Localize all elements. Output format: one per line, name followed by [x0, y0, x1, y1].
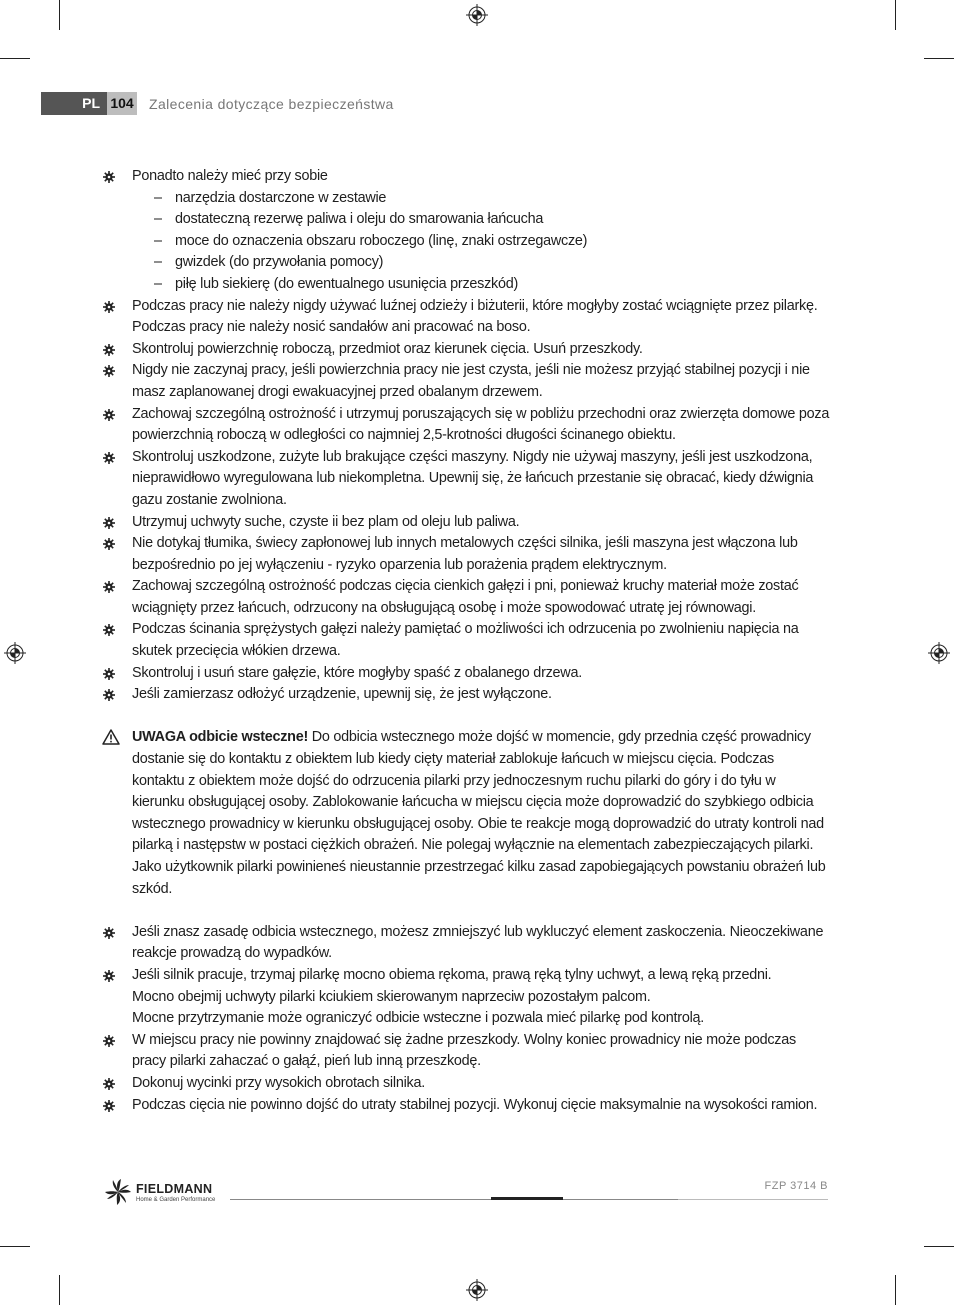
- spacer: [100, 900, 830, 922]
- list-item-text: Jeśli zamierzasz odłożyć urządzenie, upewnij się, że jest wyłączone.: [132, 686, 552, 703]
- gear-bullet-icon: [103, 624, 115, 636]
- sub-list-item: [100, 188, 830, 210]
- footer-divider-light: [678, 1199, 828, 1200]
- list-item: [100, 1095, 830, 1117]
- list-item-text: Ponadto należy mieć przy sobie: [132, 168, 328, 184]
- list-item: [100, 296, 830, 339]
- warning-triangle-icon: [102, 729, 120, 745]
- brand-name: FIELDMANN: [136, 1182, 213, 1196]
- crop-mark: [0, 1246, 30, 1247]
- list-item: [100, 404, 830, 447]
- crop-mark: [59, 1275, 60, 1305]
- dash-icon: –: [154, 189, 162, 206]
- gear-bullet-icon: [103, 1100, 115, 1112]
- registration-mark-icon: [928, 642, 950, 664]
- warning-text: Do odbicia wstecznego może dojść w momencie, gdy przednia część prowadnicy dostanie się do kontaktu z obiektem lub kiedy cięty materiał zablokuje łańcuch w miejscu cięcia. Podczas kontaktu z obiektem może dojść do odrzucenia pilarki przy jednoczesnym ruchu pilarki do góry i do tyłu w kierunku obsługującej osoby. Zablokowanie łańcucha w miejscu cięcia może doprowadzić do szybkiego odbicia wstecznego prowadnicy w kierunku obsługującej osoby. Obie te reakcje mogą doprowadzić do utraty kontroli nad pilarką i następstw w postaci ciężkich obrażeń. Nie polegaj wyłącznie na elementach zabezpieczających pilarki. Jako użytkownik pilarki powinieneś nieustannie przestrzegać kilku zasad zapobiegających powstaniu obrażeń lub szkód.: [132, 729, 826, 897]
- dash-icon: –: [154, 211, 162, 228]
- gear-bullet-icon: [103, 1035, 115, 1047]
- list-item-text: Jeśli znasz zasadę odbicia wstecznego, możesz zmniejszyć lub wykluczyć element zaskoczenia. Nieoczekiwane reakcje prowadzą do wypadków.: [132, 923, 824, 962]
- list-item-text: Skontroluj uszkodzone, zużyte lub brakujące części maszyny. Nigdy nie używaj maszyny, jeśli jest uszkodzona, nieprawidłowo wyregulowana lub niekompletna. Upewnij się, że łańcuch przestanie się obracać, kiedy dźwignia gazu zostanie zwolniona.: [132, 448, 814, 508]
- warning-title: UWAGA odbicie wsteczne!: [132, 729, 309, 746]
- list-item-text: Podczas cięcia nie powinno dojść do utraty stabilnej pozycji. Wykonuj cięcie maksymalnie na wysokości ramion.: [132, 1096, 818, 1113]
- list-item: [100, 619, 830, 662]
- list-item: [100, 922, 830, 965]
- list-item-text: Nie dotykaj tłumika, świecy zapłonowej lub innych metalowych części silnika, jeśli maszyna jest włączona lub bezpośrednio po jej wyłączeniu - ryzyko oparzenia lub porażenia prądem elektrycznym.: [132, 535, 798, 573]
- registration-mark-icon: [466, 4, 488, 26]
- list-item: [100, 1073, 830, 1095]
- sub-list-item-text: dostateczną rezerwę paliwa i oleju do smarowania łańcucha: [175, 211, 544, 228]
- sub-list-item-text: moce do oznaczenia obszaru roboczego (linę, znaki ostrzegawcze): [175, 232, 588, 249]
- sub-list-item: [100, 209, 830, 231]
- crop-mark: [924, 58, 954, 59]
- warning-block: [100, 727, 830, 900]
- list-item: [100, 447, 830, 512]
- page-content: [100, 166, 830, 1116]
- gear-bullet-icon: [103, 668, 115, 680]
- crop-mark: [924, 1246, 954, 1247]
- page-number: 104: [107, 92, 137, 115]
- list-item-text: Utrzymuj uchwyty suche, czyste ii bez plam od oleju lub paliwa.: [132, 513, 520, 530]
- model-code: FZP 3714 B: [764, 1180, 828, 1192]
- spacer: [100, 706, 830, 728]
- list-item: [100, 1030, 830, 1073]
- gear-bullet-icon: [103, 581, 115, 593]
- gear-bullet-icon: [103, 171, 115, 183]
- list-item: [100, 533, 830, 576]
- gear-bullet-icon: [103, 1078, 115, 1090]
- gear-bullet-icon: [103, 517, 115, 529]
- list-item: [100, 166, 830, 188]
- crop-mark: [895, 0, 896, 30]
- list-item-text: Skontroluj powierzchnię roboczą, przedmiot oraz kierunek cięcia. Usuń przeszkody.: [132, 340, 643, 357]
- gear-bullet-icon: [103, 970, 115, 982]
- list-item: [100, 339, 830, 361]
- list-item-text: Skontroluj i usuń stare gałęzie, które mogłyby spaść z obalanego drzewa.: [132, 664, 582, 681]
- sub-list-item: [100, 252, 830, 274]
- list-item: [100, 512, 830, 534]
- gear-bullet-icon: [103, 689, 115, 701]
- dash-icon: –: [154, 232, 162, 249]
- gear-bullet-icon: [103, 365, 115, 377]
- list-item-text: Zachowaj szczególną ostrożność i utrzymuj poruszających się w pobliżu przechodni oraz zwierzęta domowe poza powierzchnią roboczą w odległości co najmniej 2,5-krotności długości ścinanego obiektu.: [132, 405, 830, 444]
- gear-bullet-icon: [103, 409, 115, 421]
- sub-list-item-text: gwizdek (do przywołania pomocy): [175, 254, 384, 271]
- footer-divider-accent: [491, 1197, 563, 1200]
- sub-list-item: [100, 274, 830, 296]
- list-item: [100, 663, 830, 685]
- gear-bullet-icon: [103, 452, 115, 464]
- gear-bullet-icon: [103, 927, 115, 939]
- fan-logo-icon: [103, 1177, 133, 1207]
- list-item-text: Mocno obejmij uchwyty pilarki kciukiem skierowanym naprzeciw pozostałym palcom.: [132, 988, 651, 1005]
- crop-mark: [59, 0, 60, 30]
- gear-bullet-icon: [103, 344, 115, 356]
- list-item-text: W miejscu pracy nie powinny znajdować się żadne przeszkody. Wolny koniec prowadnicy nie może podczas pracy pilarki zahaczać o gałąź, pień lub inną przeszkodę.: [132, 1031, 796, 1070]
- gear-bullet-icon: [103, 301, 115, 313]
- language-tab: PL: [41, 92, 107, 115]
- registration-mark-icon: [466, 1279, 488, 1301]
- crop-mark: [895, 1275, 896, 1305]
- list-item: [100, 684, 830, 706]
- sub-list-item-text: narzędzia dostarczone w zestawie: [175, 189, 387, 206]
- list-item-text: Podczas pracy nie należy nigdy używać luźnej odzieży i biżuterii, które mogłyby zostać wciągnięte przez pilarkę. Podczas pracy nie należy nosić sandałów ani pracować na boso.: [132, 297, 818, 336]
- list-item-text: Dokonuj wycinki przy wysokich obrotach silnika.: [132, 1074, 425, 1091]
- dash-icon: –: [154, 275, 162, 292]
- sub-list-item-text: piłę lub siekierę (do ewentualnego usunięcia przeszkód): [175, 275, 519, 292]
- dash-icon: –: [154, 254, 162, 271]
- crop-mark: [0, 58, 30, 59]
- list-item-text: Nigdy nie zaczynaj pracy, jeśli powierzchnia pracy nie jest czysta, jeśli nie możesz przyjąć stabilnej pozycji i nie masz zaplanowanej drogi ewakuacyjnej przed obalanym drzewem.: [132, 362, 810, 400]
- sub-list-item: [100, 231, 830, 253]
- gear-bullet-icon: [103, 538, 115, 550]
- list-item-text: Podczas ścinania sprężystych gałęzi należy pamiętać o możliwości ich odrzucenia po zwolnieniu napięcia na skutek przecięcia włókien drzewa.: [132, 621, 799, 660]
- brand-tagline: Home & Garden Performance: [136, 1197, 216, 1203]
- list-item-text: Zachowaj szczególną ostrożność podczas cięcia cienkich gałęzi i pni, ponieważ kruchy materiał może zostać wciągnięty przez łańcuch, odrzucony na obsługującą osobę i może spowodować utratę jej równowagi.: [132, 578, 799, 616]
- list-item: [100, 965, 830, 1030]
- list-item: [100, 360, 830, 403]
- list-item-text: Jeśli silnik pracuje, trzymaj pilarkę mocno obiema rękoma, prawą ręką tylny uchwyt, a lewą ręką przedni.: [132, 966, 772, 983]
- list-item: [100, 576, 830, 619]
- section-title: Zalecenia dotyczące bezpieczeństwa: [149, 96, 394, 112]
- registration-mark-icon: [4, 642, 26, 664]
- list-item-text: Mocne przytrzymanie może ograniczyć odbicie wsteczne i pozwala mieć pilarkę pod kontrolą.: [132, 1010, 705, 1027]
